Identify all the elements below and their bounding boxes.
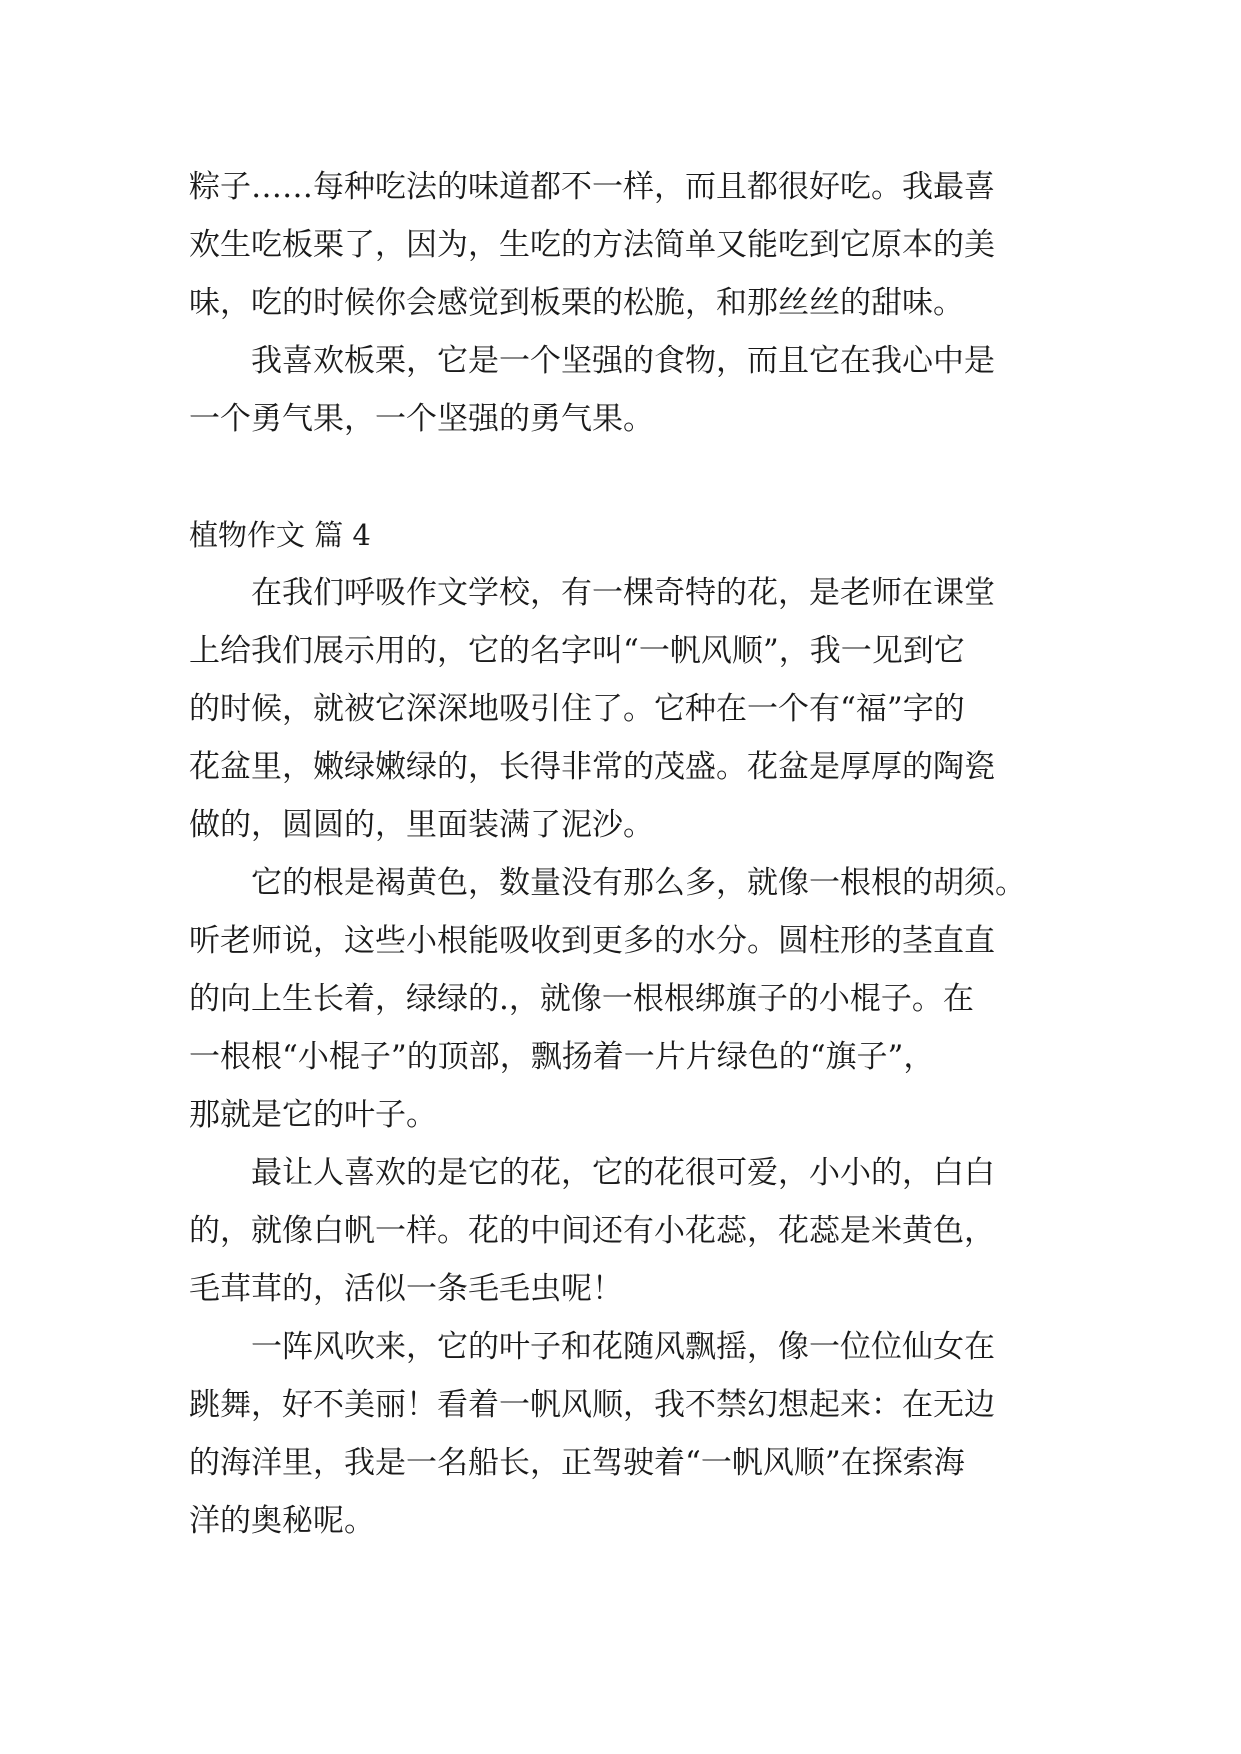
text-line: 一阵风吹来，它的叶子和花随风飘摇，像一位位仙女在 <box>251 1329 995 1365</box>
paragraph-6 <box>189 1318 1059 1550</box>
paragraph-1 <box>189 158 1059 332</box>
text-line: 的时候，就被它深深地吸引住了。它种在一个有“福”字的 <box>189 691 965 727</box>
text-line: 做的，圆圆的，里面装满了泥沙。 <box>189 807 654 843</box>
text-line: 它的根是褐黄色，数量没有那么多，就像一根根的胡须。 <box>251 865 1026 901</box>
paragraph-5 <box>189 1144 1059 1318</box>
text-line: 跳舞，好不美丽！看着一帆风顺，我不禁幻想起来：在无边 <box>189 1387 995 1423</box>
text-line: 一根根“小棍子”的顶部，飘扬着一片片绿色的“旗子”， <box>189 1039 935 1075</box>
text-line: 上给我们展示用的，它的名字叫“一帆风顺”，我一见到它 <box>189 633 965 669</box>
text-line: 花盆里，嫩绿嫩绿的，长得非常的茂盛。花盆是厚厚的陶瓷 <box>189 749 995 785</box>
text-line: 我喜欢板栗，它是一个坚强的食物，而且它在我心中是 <box>251 343 995 379</box>
text-line: 毛茸茸的，活似一条毛毛虫呢！ <box>189 1271 623 1307</box>
paragraph-2 <box>189 332 1059 448</box>
text-line: 听老师说，这些小根能吸收到更多的水分。圆柱形的茎直直 <box>189 923 995 959</box>
text-line: 最让人喜欢的是它的花，它的花很可爱，小小的，白白 <box>251 1155 995 1191</box>
paragraph-3 <box>189 564 1059 854</box>
section-heading: 植物作文 篇 4 <box>189 518 371 552</box>
text-line: 欢生吃板栗了，因为，生吃的方法简单又能吃到它原本的美 <box>189 227 995 263</box>
text-line: 在我们呼吸作文学校，有一棵奇特的花，是老师在课堂 <box>251 575 995 611</box>
paragraph-4 <box>189 854 1059 1144</box>
document-body <box>189 158 1059 1550</box>
text-line: 的，就像白帆一样。花的中间还有小花蕊，花蕊是米黄色， <box>189 1213 995 1249</box>
text-line: 一个勇气果，一个坚强的勇气果。 <box>189 401 654 437</box>
text-line: 粽子……每种吃法的味道都不一样，而且都很好吃。我最喜 <box>189 169 995 205</box>
text-line: 味，吃的时候你会感觉到板栗的松脆，和那丝丝的甜味。 <box>189 285 964 321</box>
section-gap <box>189 448 1059 506</box>
text-line: 那就是它的叶子。 <box>189 1097 437 1133</box>
text-line: 的海洋里，我是一名船长，正驾驶着“一帆风顺”在探索海 <box>189 1445 965 1481</box>
text-line: 的向上生长着，绿绿的.，就像一根根绑旗子的小棍子。在 <box>189 981 974 1017</box>
text-line: 洋的奥秘呢。 <box>189 1503 375 1539</box>
